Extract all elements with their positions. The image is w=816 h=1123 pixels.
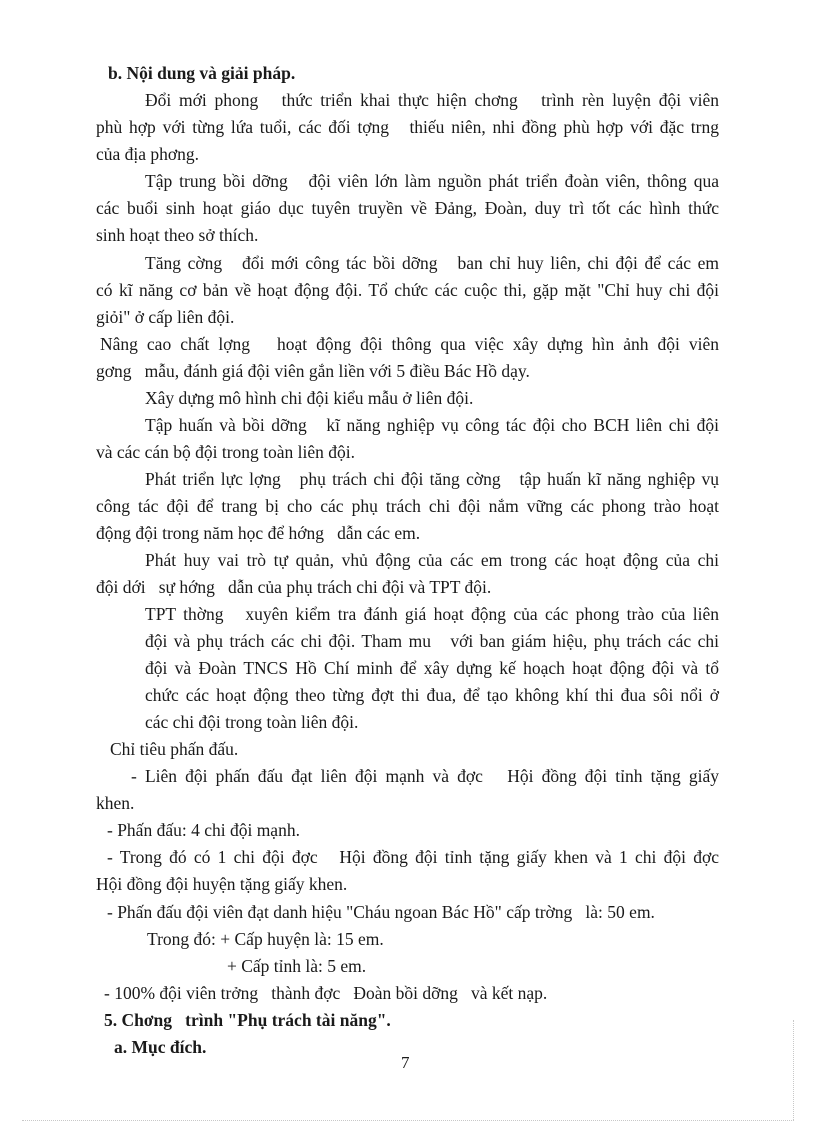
list-item: - Liên đội phấn đấu đạt liên đội mạnh và đợc Hội đồng đội tỉnh tặng giấy [131,766,719,786]
text-line: và các cán bộ đội trong toàn liên đội. [96,442,356,462]
text-line: khen. [96,793,135,813]
text-line: sinh hoạt theo sở thích. [96,225,259,245]
subsection-heading: a. Mục đích. [114,1037,207,1057]
text-line: Phát huy vai trò tự quản, vhủ động của các em trong các hoạt động của chi [145,550,719,570]
text-line: của địa phơng. [96,144,200,164]
text-line: Trong đó: + Cấp huyện là: 15 em. [147,929,384,949]
section-heading: b. Nội dung và giải pháp. [108,63,296,83]
text-line: Tập trung bồi dỡng đội viên lớn làm nguồn phát triển đoàn viên, thông qua [145,171,719,191]
text-line: Phát triển lực lợng phụ trách chi đội tăng cờng tập huấn kĩ năng nghiệp vụ [145,469,719,489]
text-line: đội và phụ trách các chi đội. Tham mu với ban giám hiệu, phụ trách các chi [145,631,719,651]
text-line: gơng mẫu, đánh giá đội viên gắn liền với 5 điều Bác Hồ dạy. [96,361,530,381]
text-line: Nâng cao chất lợng hoạt động đội thông qua việc xây dựng hìn ảnh đội viên [100,334,719,354]
text-line: đội và Đoàn TNCS Hồ Chí minh để xây dựng kế hoạch hoạt động đội và tổ [145,658,719,678]
section-heading: 5. Chơng trình "Phụ trách tài năng". [104,1010,391,1030]
list-item: - Phấn đấu đội viên đạt danh hiệu "Cháu ngoan Bác Hồ" cấp trờng là: 50 em. [107,902,655,922]
text-line: chức các hoạt động theo từng đợt thi đua, để tạo không khí thi đua sôi nổi ở [145,685,719,705]
text-line: đội dới sự hớng dẫn của phụ trách chi đội và TPT đội. [96,577,492,597]
text-line: Đổi mới phong thức triển khai thực hiện chơng trình rèn luyện đội viên [145,90,719,110]
page-number: 7 [401,1053,410,1072]
text-line: Hội đồng đội huyện tặng giấy khen. [96,874,348,894]
text-line: động đội trong năm học để hớng dẫn các em. [96,523,421,543]
text-line: các buổi sinh hoạt giáo dục tuyên truyền về Đảng, Đoàn, duy trì tốt các hình thức [96,198,719,218]
text-line: có kĩ năng cơ bản về hoạt động đội. Tổ chức các cuộc thi, gặp mặt "Chỉ huy chi đội [96,280,719,300]
text-line: Tập huấn và bồi dỡng kĩ năng nghiệp vụ công tác đội cho BCH liên chi đội [145,415,719,435]
page-border-right [793,1020,794,1120]
text-line: phù hợp với từng lứa tuổi, các đối tợng thiếu niên, nhi đồng phù hợp với đặc trng [96,117,719,137]
text-line: TPT thờng xuyên kiểm tra đánh giá hoạt động của các phong trào của liên [145,604,719,624]
text-line: Chỉ tiêu phấn đấu. [110,739,239,759]
text-line: giỏi" ở cấp liên đội. [96,307,235,327]
text-line: công tác đội để trang bị cho các phụ trách chi đội nắm vững các phong trào hoạt [96,496,719,516]
text-line: các chi đội trong toàn liên đội. [145,712,359,732]
text-line: Tăng cờng đổi mới công tác bồi dỡng ban chỉ huy liên, chi đội để các em [145,253,719,273]
list-item: - Trong đó có 1 chi đội đợc Hội đồng đội tỉnh tặng giấy khen và 1 chi đội đợc [107,847,719,867]
text-line: + Cấp tỉnh là: 5 em. [227,956,367,976]
text-line: Xây dựng mô hình chi đội kiểu mẫu ở liên đội. [145,388,474,408]
list-item: - 100% đội viên trởng thành đợc Đoàn bồi dỡng và kết nạp. [104,983,548,1003]
list-item: - Phấn đấu: 4 chi đội mạnh. [107,820,300,840]
page-border-bottom [22,1120,794,1121]
